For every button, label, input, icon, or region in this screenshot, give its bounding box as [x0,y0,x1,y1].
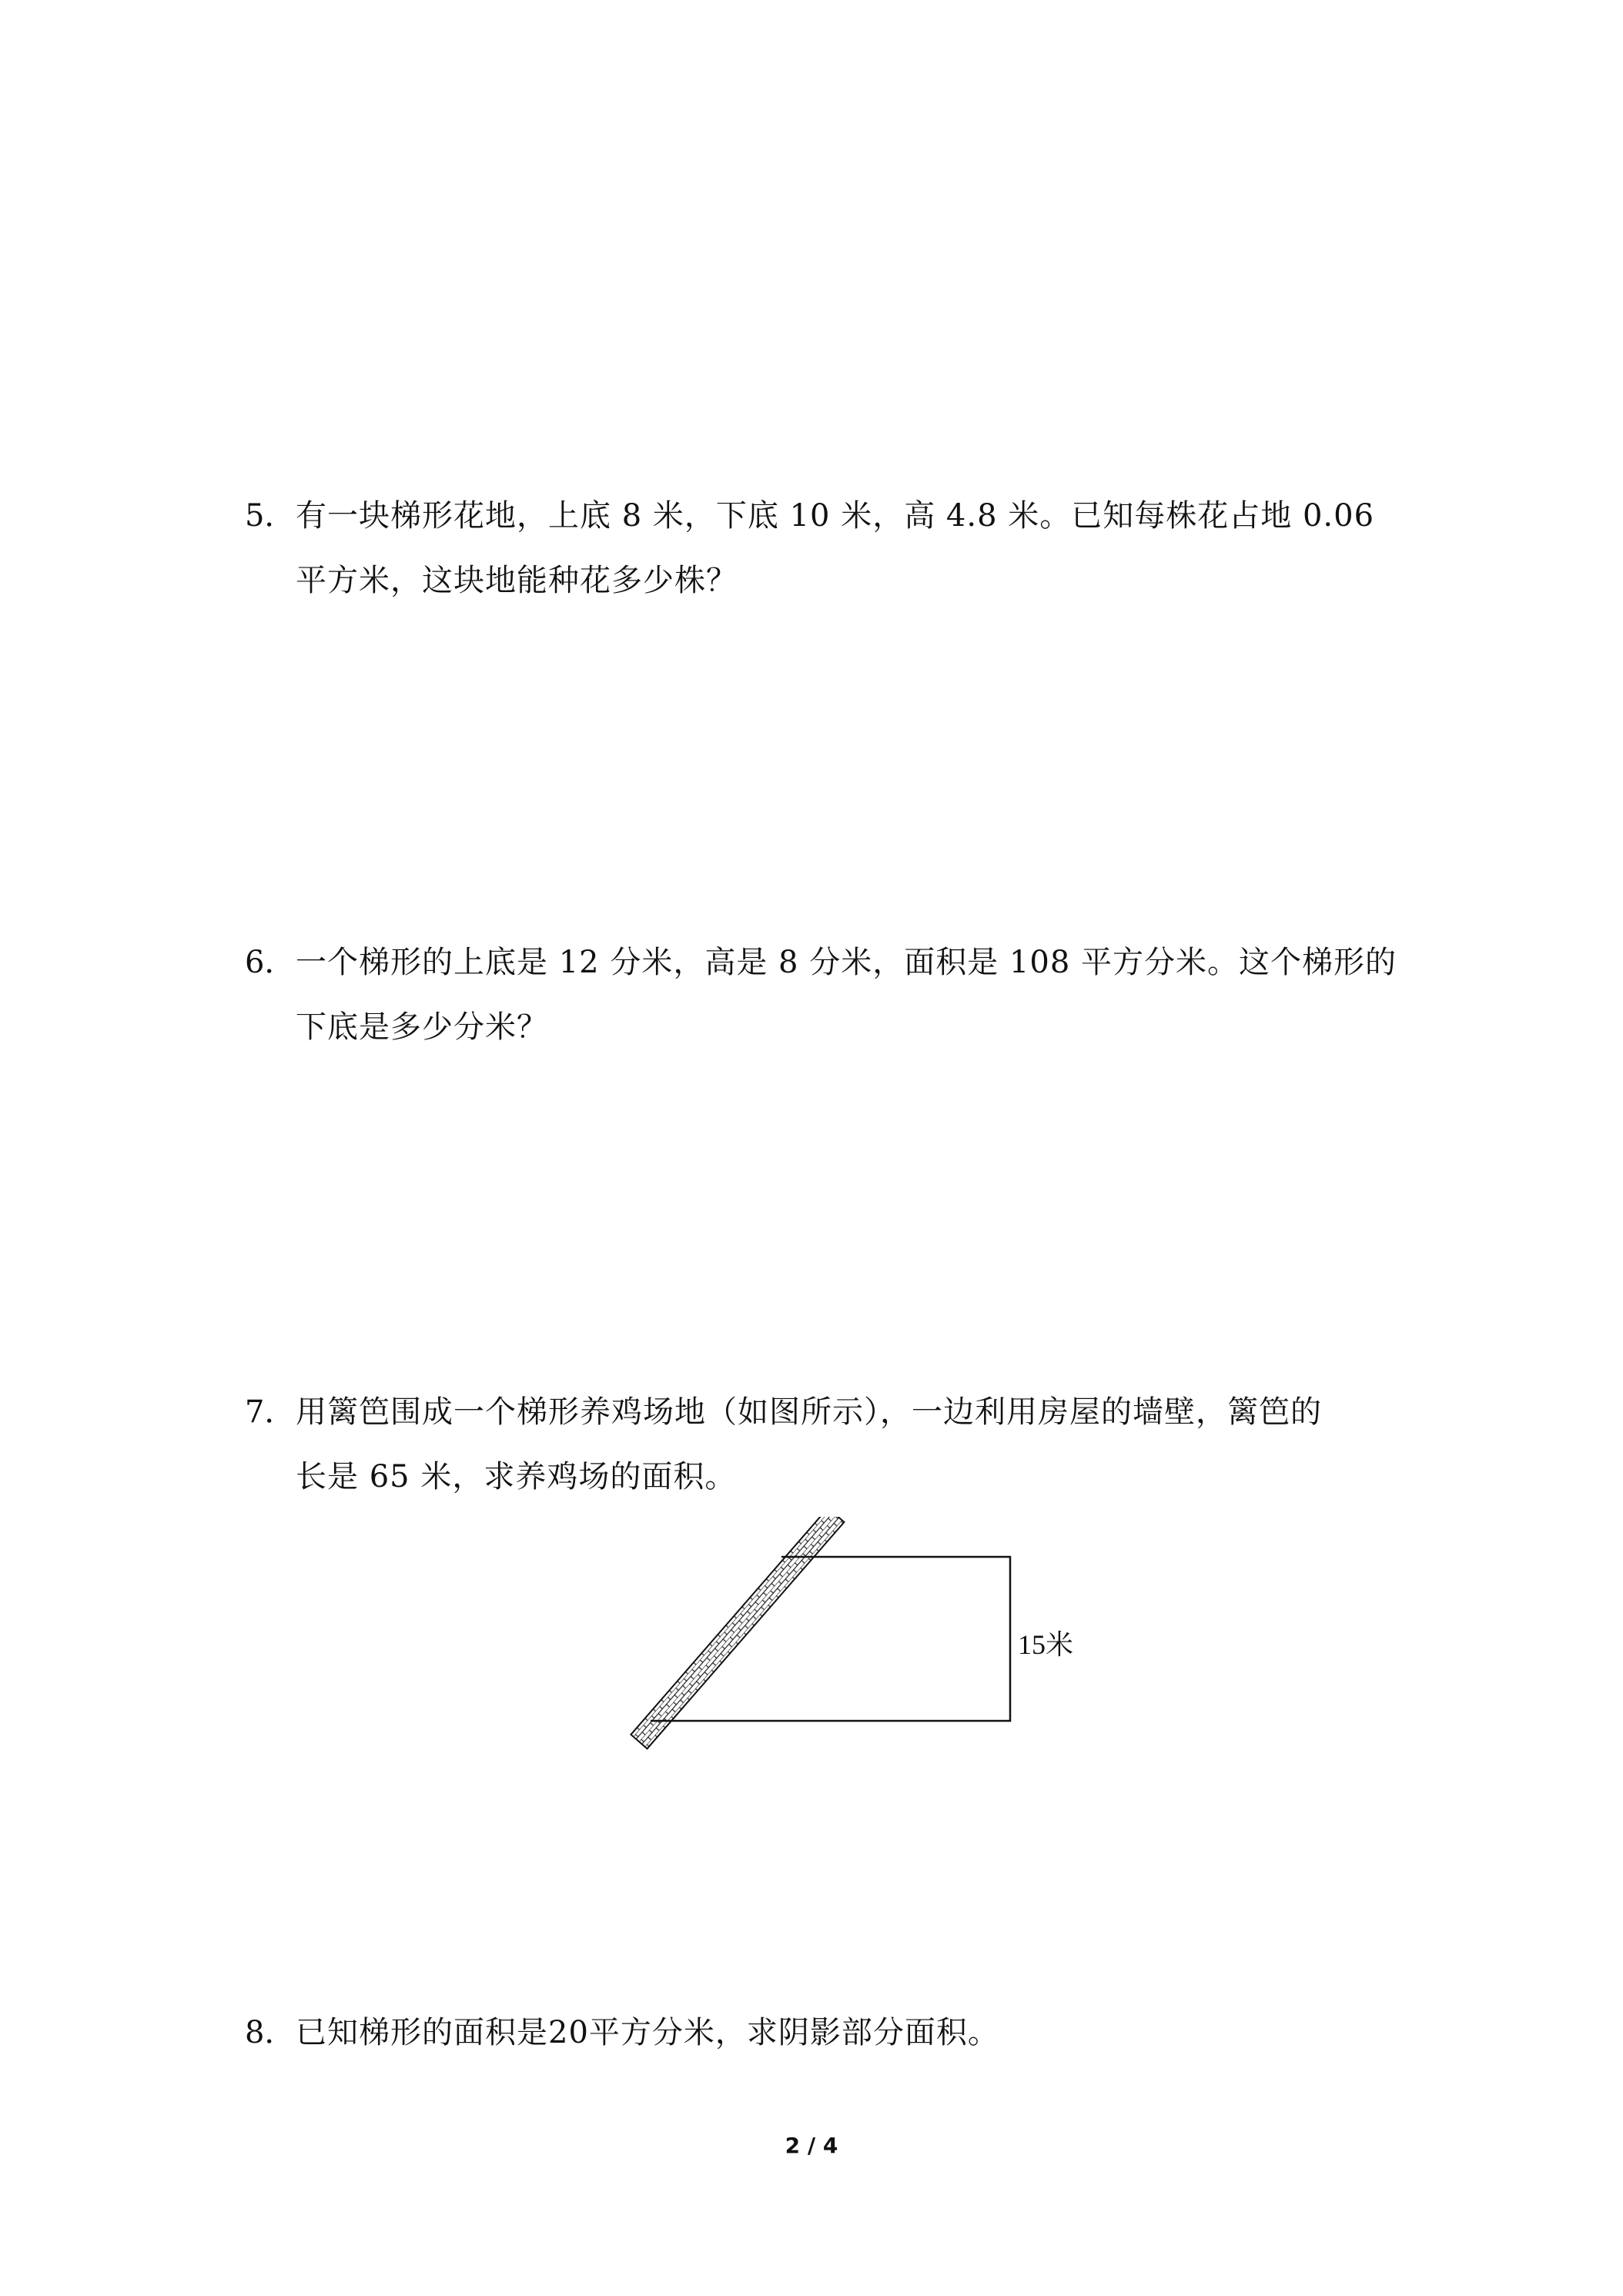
trapezoid-diagram [585,1517,1109,1771]
trapezoid-figure [585,1517,1109,1771]
page-number: 2 / 4 [785,2133,838,2158]
question-text-line: 用篱笆围成一个梯形养鸡场地（如图所示），一边利用房屋的墙壁，篱笆的 [296,1394,1322,1430]
question-number: 5． [245,498,296,534]
question-text-line: 一个梯形的上底是 12 分米，高是 8 分米，面积是 108 平方分米。这个梯形的 [296,945,1397,980]
height-label: 15米 [1018,1629,1074,1660]
question-number: 6． [245,945,296,980]
question-text-line: 下底是多少分米？ [296,1009,548,1045]
question-number: 8． [245,2015,296,2050]
brick-wall [631,1517,844,1749]
fence-outline [651,1557,1010,1721]
question-text-line: 有一块梯形花地，上底 8 米，下底 10 米，高 4.8 米。已知每株花占地 0.06 [296,498,1375,534]
question-text-line: 已知梯形的面积是20平方分米，求阴影部分面积。 [296,2015,999,2050]
question-text-line: 平方米，这块地能种花多少株？ [296,563,738,598]
question-number: 7． [245,1394,296,1430]
question-text-line: 长是 65 米，求养鸡场的面积。 [296,1459,737,1494]
